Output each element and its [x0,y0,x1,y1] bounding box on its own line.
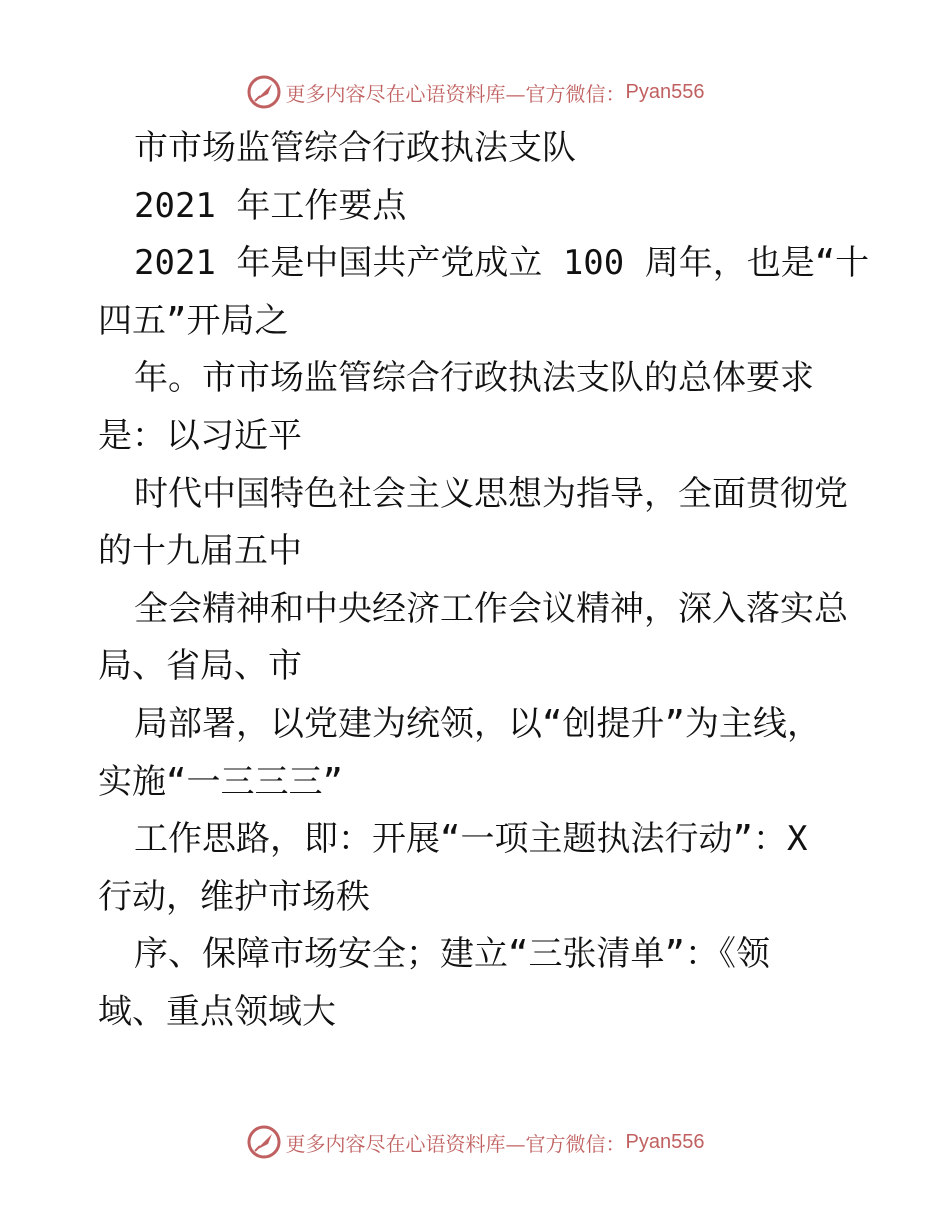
watermark-text: 更多内容尽在心语资料库—官方微信： [285,1131,626,1156]
doc-line: 时代中国特色社会主义思想为指导，全面贯彻党 [134,473,848,514]
document-body [98,120,868,1042]
watermark-text: 更多内容尽在心语资料库—官方微信： [285,81,626,106]
doc-line: 的十九届五中 [98,531,302,572]
watermark-wechat-id: Pyan556 [625,80,705,103]
doc-line: 局、省局、市 [98,646,302,687]
watermark-wechat-id: Pyan556 [625,1130,705,1153]
doc-line: 是：以习近平 [98,415,302,456]
doc-line: 年。市市场监管综合行政执法支队的总体要求 [134,358,814,399]
footer-watermark [0,1124,950,1160]
quill-logo-icon [246,74,282,110]
doc-line: 2021 年工作要点 [134,185,407,226]
doc-line: 行动，维护市场秩 [98,876,370,917]
doc-line: 域、重点领域大 [98,991,336,1032]
doc-line: 市市场监管综合行政执法支队 [134,128,576,168]
doc-line: 序、保障市场安全；建立“三张清单”：《领 [134,934,770,975]
doc-line: 全会精神和中央经济工作会议精神，深入落实总 [134,588,848,629]
doc-line: 实施“一三三三” [98,761,343,802]
doc-line: 工作思路，即：开展“一项主题执法行动”：X [134,819,808,860]
doc-line: 2021 年是中国共产党成立 100 周年，也是“十 [134,243,870,284]
header-watermark [0,74,950,110]
doc-line: 四五”开局之 [98,300,289,341]
doc-line: 局部署，以党建为统领，以“创提升”为主线， [134,703,821,744]
quill-logo-icon [246,1124,282,1160]
